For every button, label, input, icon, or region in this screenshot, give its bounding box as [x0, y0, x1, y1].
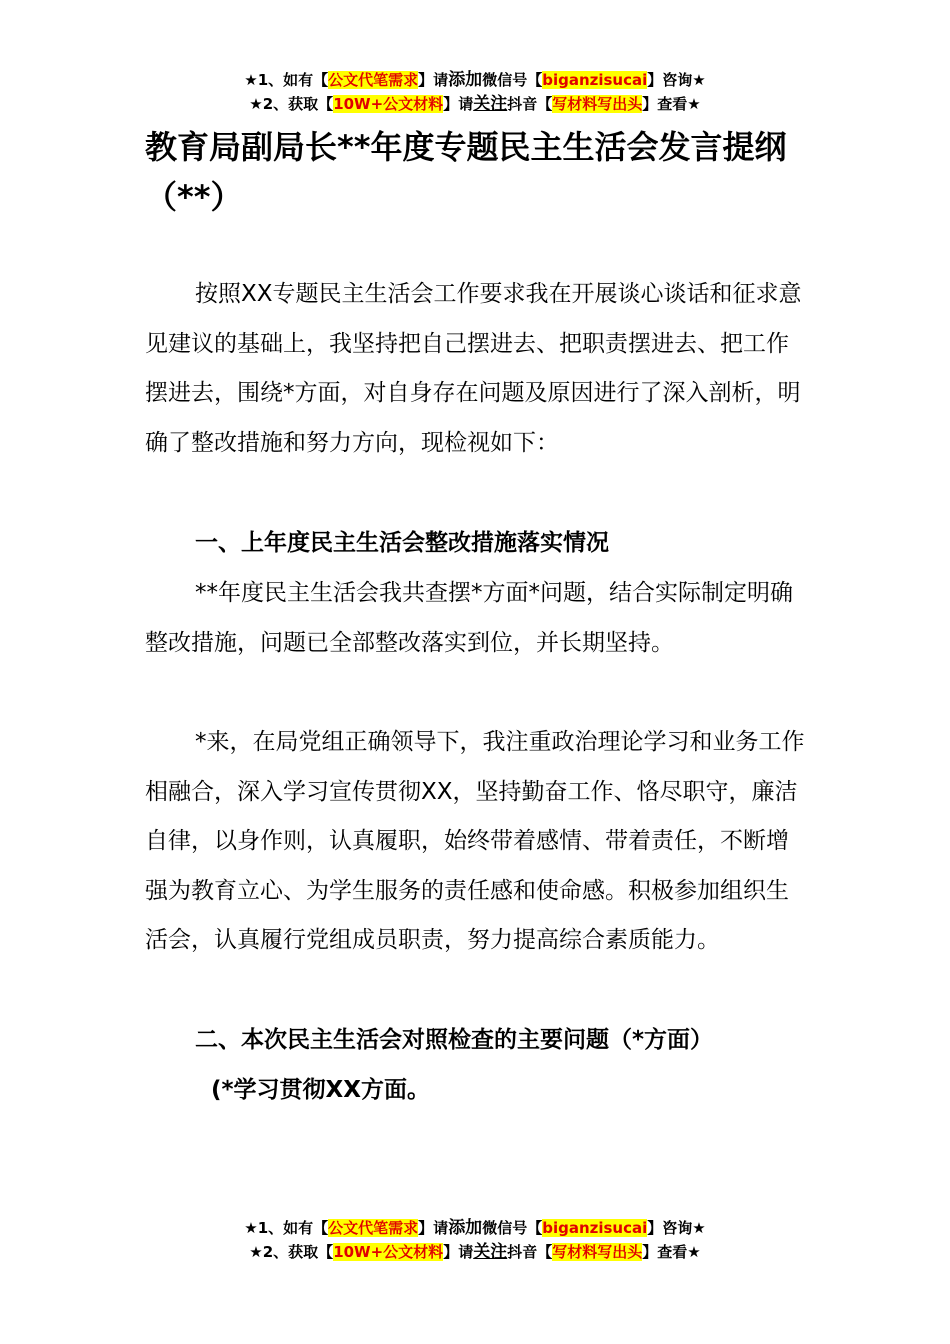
banner-text: ★1、如有【 [244, 1219, 329, 1237]
highlight-materials: 10W+公文材料 [333, 1243, 444, 1261]
highlight-wechat-id: biganzisucai [542, 1219, 648, 1237]
banner-text: 】查看★ [642, 95, 701, 113]
highlight-douyin-account: 写材料写出头 [552, 1243, 643, 1261]
banner-text: 微信号【 [482, 71, 543, 89]
banner-text: 】请 [418, 71, 449, 89]
banner-text: 】查看★ [642, 1243, 701, 1261]
section-heading-1: 一、上年度民主生活会整改措施落实情况 [195, 530, 609, 556]
banner-line-1 [0, 1216, 950, 1240]
paragraph-2: **年度民主生活会我共查摆*方面*问题，结合实际制定明确整改措施，问题已全部整改落实到位，并长期坚持。 [145, 580, 793, 656]
banner-text: 微信号【 [482, 1219, 543, 1237]
highlight-service: 公文代笔需求 [328, 1219, 419, 1237]
highlight-materials: 10W+公文材料 [333, 95, 444, 113]
highlight-douyin-account: 写材料写出头 [552, 95, 643, 113]
highlight-service: 公文代笔需求 [328, 71, 419, 89]
banner-text: 】咨询★ [647, 1219, 706, 1237]
banner-text: 】请 [443, 1243, 474, 1261]
section-heading-2: 二、本次民主生活会对照检查的主要问题（*方面） [195, 1027, 714, 1053]
subsection-heading: (*学习贯彻XX方面。 [211, 1077, 431, 1103]
top-banner [0, 68, 950, 116]
banner-text: 】咨询★ [647, 71, 706, 89]
banner-text: ★2、获取【 [249, 1243, 334, 1261]
banner-text: 】请 [418, 1219, 449, 1237]
banner-line-2 [0, 92, 950, 116]
banner-text: 抖音【 [507, 1243, 553, 1261]
banner-emphasis: 添加 [448, 70, 483, 90]
banner-text: ★1、如有【 [244, 71, 329, 89]
banner-text: 】请 [443, 95, 474, 113]
banner-line-2 [0, 1240, 950, 1264]
bottom-banner [0, 1216, 950, 1264]
banner-emphasis: 添加 [448, 1218, 483, 1238]
intro-paragraph: 按照XX专题民主生活会工作要求我在开展谈心谈话和征求意见建议的基础上，我坚持把自己摆进去、把职责摆进去、把工作摆进去，围绕*方面，对自身存在问题及原因进行了深入剖析，明确了整改措施和努力方向，现检视如下： [145, 281, 802, 456]
banner-line-1 [0, 68, 950, 92]
banner-text: ★2、获取【 [249, 95, 334, 113]
banner-text: 抖音【 [507, 95, 553, 113]
highlight-wechat-id: biganzisucai [542, 71, 648, 89]
paragraph-3: *来，在局党组正确领导下，我注重政治理论学习和业务工作相融合，深入学习宣传贯彻XX，坚持勤奋工作、恪尽职守，廉洁自律，以身作则，认真履职，始终带着感情、带着责任，不断增强为教育立心、为学生服务的责任感和使命感。积极参加组织生活会，认真履行党组成员职责，努力提高综合素质能力。 [145, 729, 805, 954]
banner-emphasis: 关注 [473, 94, 508, 114]
document-title: 教育局副局长**年度专题民主生活会发言提纲（**） [145, 128, 787, 216]
banner-emphasis: 关注 [473, 1242, 508, 1262]
